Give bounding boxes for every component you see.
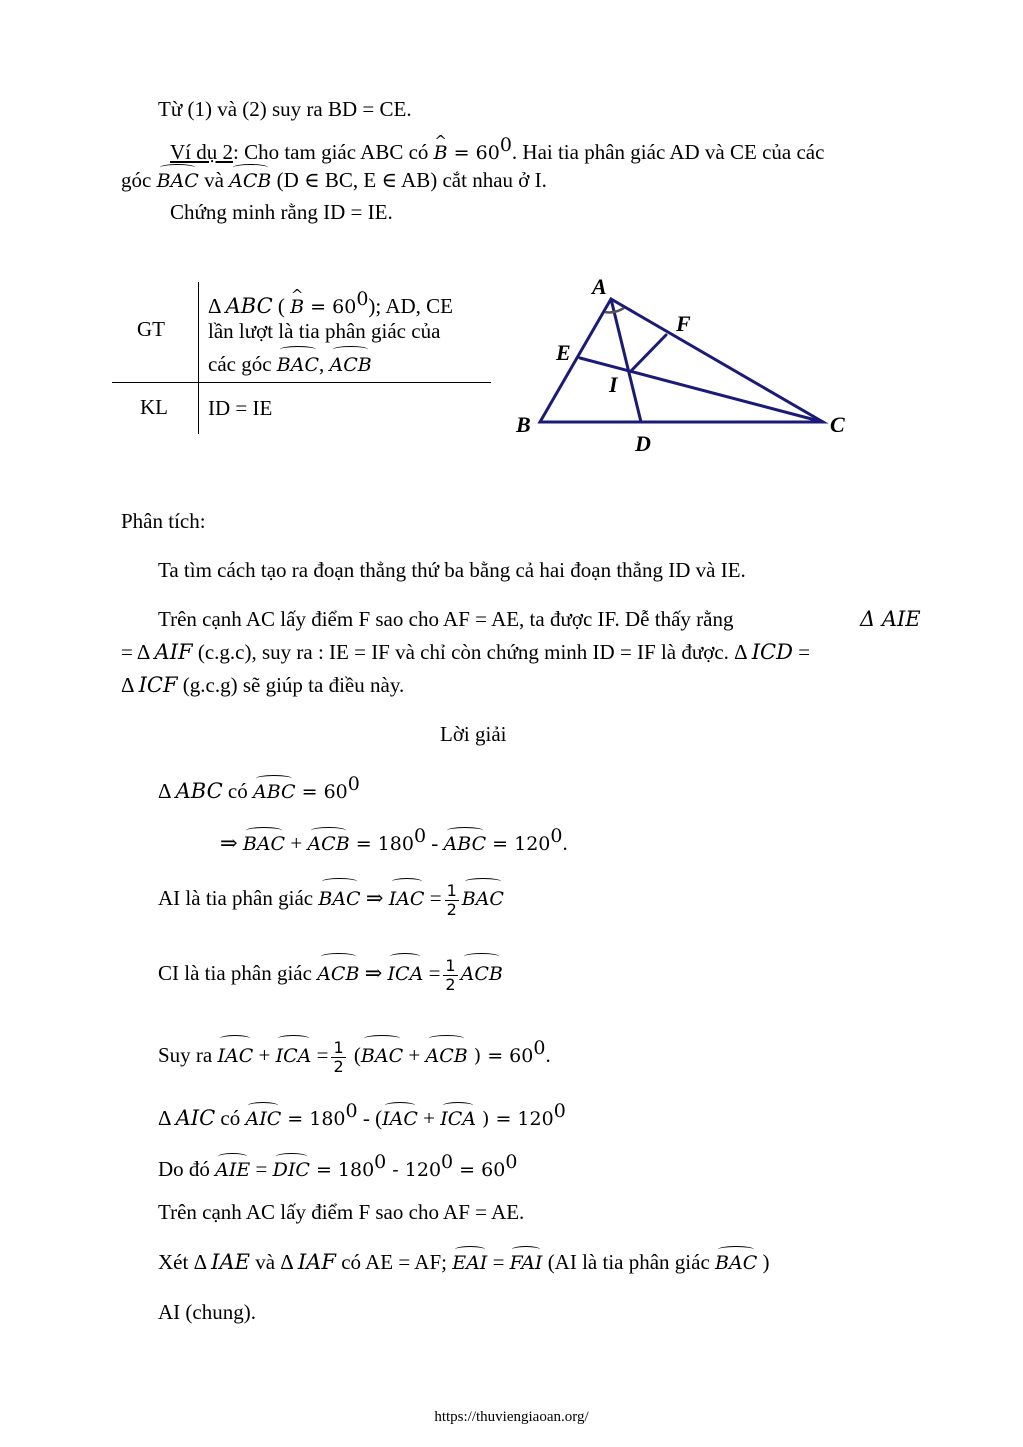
gt-line-3: các góc BAC, ACB <box>208 348 372 382</box>
fraction-one-half: $\frac{1}{2}$ <box>445 955 456 994</box>
gt-label: GT <box>137 317 165 341</box>
label-d: D <box>635 431 651 456</box>
label-a: A <box>592 274 607 299</box>
analysis-p2: Trên cạnh AC lấy điểm F sao cho AF = AE, ta được IF. Dễ thấy rằng <box>158 607 734 631</box>
angle-b-hat: ^ B <box>434 139 448 167</box>
table-divider-horizontal <box>112 382 491 383</box>
solution-step-8: Trên cạnh AC lấy điểm F sao cho AF = AE. <box>158 1200 525 1224</box>
label-b: B <box>516 412 531 437</box>
solution-step-7: Do đó AIE = DIC = $180^0 - 120^0 = 60^0$ <box>158 1148 517 1184</box>
intro-line-1: Từ (1) và (2) suy ra BD = CE. <box>158 97 412 121</box>
gt-line-1: Δ ABC ( ^ $B = 60^0$); AD, CE <box>208 283 453 324</box>
kl-label: KL <box>140 395 168 419</box>
label-c: C <box>830 412 845 437</box>
label-i: I <box>609 372 618 397</box>
label-f: F <box>676 311 691 336</box>
bisector-ad <box>611 299 641 422</box>
intro-line-3: góc BAC và ACB (D ∈ BC, E ∈ AB) cắt nhau ở I. <box>121 166 547 195</box>
footer-url: https://thuviengiaoan.org/ <box>434 1409 589 1425</box>
example-label: Ví dụ 2 <box>170 140 233 164</box>
solution-step-10: AI (chung). <box>158 1300 256 1324</box>
intro-line-4: Chứng minh rằng ID = IE. <box>170 200 393 224</box>
segment-if <box>631 335 666 371</box>
solution-step-2: ⇒ BAC + ACB = $180^0$ - ABC = $120^0$. <box>220 822 568 858</box>
analysis-p3: = Δ AIF (c.g.c), suy ra : IE = IF và chỉ còn chứng minh ID = IF là được. Δ ICD = <box>121 640 811 664</box>
analysis-p4: Δ ICF (g.c.g) sẽ giúp ta điều này. <box>121 673 405 697</box>
solution-step-6: Δ AIC có AIC = $180^0 - (IAC$ + ICA ) = $120^0$ <box>158 1097 566 1133</box>
fraction-one-half: $\frac{1}{2}$ <box>446 880 457 919</box>
solution-step-3: AI là tia phân giác BAC ⇒ IAC = $\frac{1}{2}$ BAC <box>158 880 504 919</box>
label-e: E <box>556 340 571 365</box>
solution-step-9: Xét Δ IAE và Δ IAF có AE = AF; EAI = FAI (AI là tia phân giác BAC ) <box>158 1248 770 1277</box>
angle-acb: ACB <box>229 167 271 195</box>
analysis-p1: Ta tìm cách tạo ra đoạn thẳng thứ ba bằng cả hai đoạn thẳng ID và IE. <box>158 558 746 582</box>
solution-step-5: Suy ra IAC + ICA = $\frac{1}{2}$ (BAC + ACB ) = $60^0$. <box>158 1037 551 1076</box>
kl-text: ID = IE <box>208 396 273 420</box>
gt-line-2: lần lượt là tia phân giác của <box>208 319 441 343</box>
solution-step-4: CI là tia phân giác ACB ⇒ ICA = $\frac{1}{2}$ ACB <box>158 955 503 994</box>
example-2-statement: Ví dụ 2: Cho tam giác ABC có ^ $B = 60^0$. Hai tia phân giác AD và CE của các <box>170 131 824 167</box>
solution-step-1: Δ ABC có ABC = $60^0$ <box>158 770 360 806</box>
analysis-heading: Phân tích: <box>121 509 206 533</box>
analysis-p2-triangle: Δ AIE <box>860 607 921 631</box>
angle-bac: BAC <box>157 167 199 195</box>
fraction-one-half: $\frac{1}{2}$ <box>333 1037 344 1076</box>
triangle-figure <box>508 268 868 468</box>
solution-heading: Lời giải <box>440 722 507 746</box>
hypothesis-conclusion-table <box>112 282 491 434</box>
table-divider-vertical <box>198 282 199 434</box>
